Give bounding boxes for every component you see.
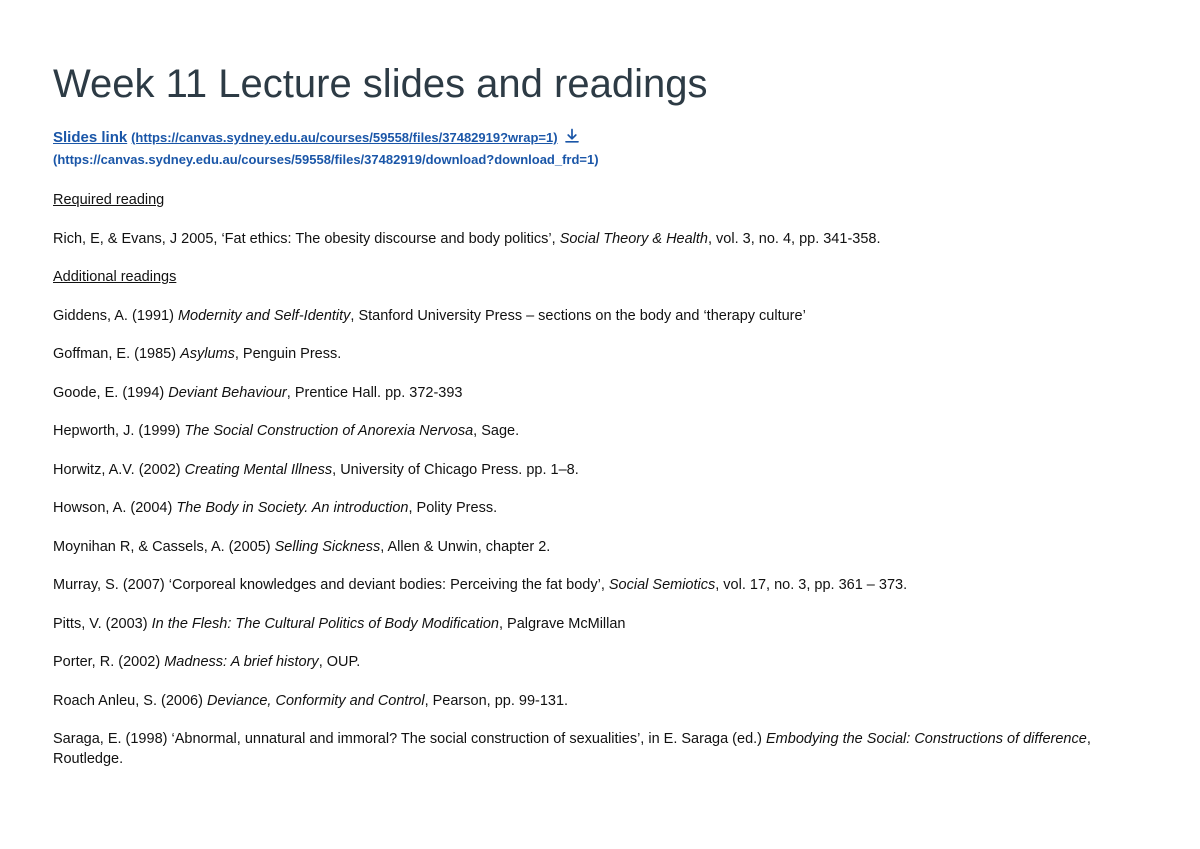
reference-details: , Penguin Press.	[234, 346, 342, 362]
reference-source-title: Modernity and Self-Identity	[177, 307, 351, 324]
reference-text: Porter, R. (2002)	[53, 654, 165, 670]
reference-text: Moynihan R, & Cassels, A. (2005)	[53, 538, 275, 555]
reference-item	[53, 498, 1153, 518]
reference-source-title: Selling Sickness	[274, 538, 381, 555]
reference-source-title: In the Flesh: The Cultural Politics of Body Modification	[151, 615, 499, 632]
reference-details: , Routledge.	[53, 731, 1091, 767]
reference-item	[53, 575, 1153, 595]
reference-source-title: Creating Mental Illness	[184, 461, 333, 478]
reference-item	[53, 344, 1153, 364]
reference-text: Rich, E, & Evans, J 2005, ‘Fat ethics: The obesity discourse and body politics’,	[53, 230, 560, 247]
reference-text: Pitts, V. (2003)	[53, 615, 152, 632]
readings	[53, 190, 1153, 788]
reference-item	[53, 383, 1153, 403]
reference-text: Giddens, A. (1991)	[53, 307, 178, 324]
required-reading-heading: Required reading	[53, 192, 165, 208]
reference-details: , Prentice Hall. pp. 372-393	[286, 384, 463, 401]
download-icon[interactable]	[564, 128, 580, 144]
reference-text: Goode, E. (1994)	[53, 384, 169, 401]
slides-link-url: (https://canvas.sydney.edu.au/courses/59558/files/37482919?wrap=1)	[131, 130, 558, 145]
reference-details: , Palgrave McMillan	[498, 615, 626, 632]
reference-item	[53, 537, 1153, 557]
reference-details: , vol. 3, no. 4, pp. 341-358.	[707, 230, 881, 247]
reference-details: , Polity Press.	[408, 500, 498, 516]
reference-text: Horwitz, A.V. (2002)	[53, 461, 185, 478]
reference-source-title: Asylums	[180, 346, 235, 362]
reference-source-title: Social Semiotics	[608, 577, 716, 593]
reference-text: Saraga, E. (1998) ‘Abnormal, unnatural and immoral? The social construction of sexualities’, in E. Saraga (ed.)	[53, 731, 767, 747]
reference-item	[53, 652, 1153, 672]
reference-text: Roach Anleu, S. (2006)	[53, 692, 207, 709]
reference-item	[53, 306, 1153, 326]
reference-source-title: Social Theory & Health	[559, 230, 708, 247]
reference-source-title: The Body in Society. An introduction	[176, 500, 409, 516]
slides-link-label: Slides link	[53, 129, 128, 146]
additional-readings-list	[53, 306, 1153, 770]
reference-details: , Pearson, pp. 99-131.	[424, 692, 569, 709]
reference-source-title: Madness: A brief history	[164, 654, 319, 670]
reference-item	[53, 614, 1153, 634]
reference-text: Howson, A. (2004)	[53, 500, 177, 516]
required-reading-list	[53, 229, 1153, 249]
reference-text: Hepworth, J. (1999)	[53, 423, 185, 439]
page-title: Week 11 Lecture slides and readings	[53, 62, 708, 106]
reference-text: Murray, S. (2007) ‘Corporeal knowledges and deviant bodies: Perceiving the fat body’,	[53, 577, 609, 593]
reference-details: , University of Chicago Press. pp. 1–8.	[332, 461, 579, 478]
reference-details: , OUP.	[318, 654, 361, 670]
reference-details: , Allen & Unwin, chapter 2.	[380, 538, 551, 555]
reference-item	[53, 729, 1153, 769]
reference-item	[53, 460, 1153, 480]
download-link[interactable]: (https://canvas.sydney.edu.au/courses/59558/files/37482919/download?download_frd=1)	[53, 152, 599, 167]
reference-item	[53, 421, 1153, 441]
reference-source-title: Deviant Behaviour	[168, 384, 287, 401]
reference-source-title: Deviance, Conformity and Control	[206, 692, 425, 709]
reference-details: , vol. 17, no. 3, pp. 361 – 373.	[715, 577, 908, 593]
slides-links	[53, 126, 1153, 171]
reference-source-title: The Social Construction of Anorexia Nervosa	[184, 423, 474, 439]
slides-link[interactable]	[53, 129, 558, 145]
reference-details: , Sage.	[473, 423, 520, 439]
reference-details: , Stanford University Press – sections on the body and ‘therapy culture’	[350, 307, 806, 324]
additional-readings-heading: Additional readings	[53, 269, 177, 285]
reference-item	[53, 229, 1153, 249]
reference-text: Goffman, E. (1985)	[53, 346, 181, 362]
reference-item	[53, 691, 1153, 711]
reference-source-title: Embodying the Social: Constructions of difference	[766, 731, 1087, 747]
